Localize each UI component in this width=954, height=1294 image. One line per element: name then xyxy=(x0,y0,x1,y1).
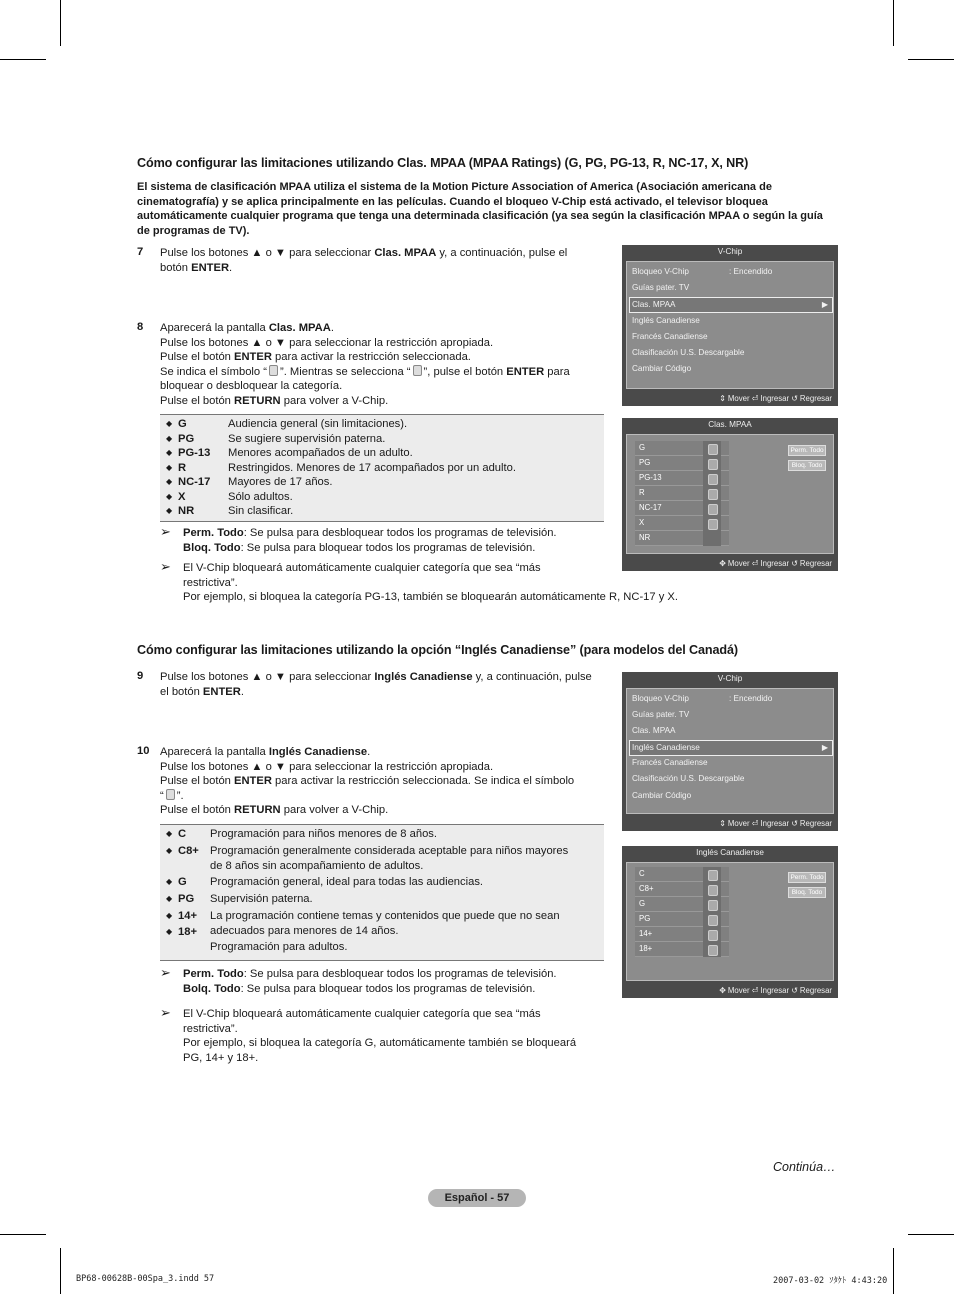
text-run: Perm. Todo xyxy=(183,968,244,980)
text-run: Pulse los botones ▲ o ▼ para seleccionar xyxy=(160,671,375,683)
rating-desc: La programación contiene temas y contenidos que puede que no sean xyxy=(210,910,560,922)
print-slug-right: 2007-03-02 ｿﾀｹﾄ 4:43:20 xyxy=(773,1276,888,1286)
rating-code: R xyxy=(178,461,187,474)
step-8-text xyxy=(160,321,610,408)
text-run: restrictiva”. xyxy=(183,1022,238,1035)
arrow-icon: ➢ xyxy=(160,559,171,574)
text-run: Inglés Canadiense xyxy=(268,746,368,758)
rating-code: NR xyxy=(178,505,195,517)
rating-desc: Programación general, ideal para todas las audiencias. xyxy=(210,876,484,888)
rating-desc: de 8 años sin acompañamiento de adultos. xyxy=(210,859,424,872)
lock-icon[interactable] xyxy=(708,459,718,470)
text-run: . xyxy=(367,746,371,758)
crop-mark xyxy=(60,1248,61,1294)
step-number: 9 xyxy=(137,670,144,682)
rating-code: PG xyxy=(178,432,195,445)
diamond-bullet-icon: ◆ xyxy=(166,448,173,457)
menu-item-canadian-french[interactable]: Francés Canadiense xyxy=(632,332,708,341)
text-run: Pulse los botones ▲ o ▼ para seleccionar xyxy=(160,247,375,259)
lock-icon xyxy=(269,365,278,376)
rating-code: C xyxy=(178,828,187,840)
rating-desc: adecuados para menores de 14 años. xyxy=(210,924,399,937)
canadian-english-screen xyxy=(622,846,838,998)
crop-mark xyxy=(0,59,46,60)
rating-row[interactable]: G xyxy=(635,897,729,912)
rating-row[interactable]: C8+ xyxy=(635,882,729,897)
rating-code: G xyxy=(178,876,187,888)
rating-desc: Se sugiere supervisión paterna. xyxy=(228,432,386,445)
text-run: : Se pulsa para desbloquear todos los programas de televisión. xyxy=(243,527,557,539)
osd-footer: ✥ Mover ⏎ Ingresar ↺ Regresar xyxy=(719,986,832,995)
text-run: ENTER xyxy=(234,775,272,787)
step-number: 10 xyxy=(137,745,150,757)
note-perm-bloq xyxy=(160,526,610,556)
menu-item-canadian-english[interactable] xyxy=(629,740,833,756)
text-run: y, a continuación, pulse el xyxy=(436,247,568,259)
text-run: bloquear o desbloquear la categoría. xyxy=(160,380,343,392)
arrow-icon: ➢ xyxy=(160,1005,171,1020)
menu-item-tv-guidelines[interactable]: Guías pater. TV xyxy=(632,283,690,292)
text-run: RETURN xyxy=(234,804,281,816)
text-run: Bloqueo V-Chip xyxy=(632,694,689,703)
text-run: : Se pulsa para bloquear todos los programas de televisión. xyxy=(240,541,536,554)
text-run: para xyxy=(544,365,570,378)
rating-desc: Programación generalmente considerada aceptable para niños mayores xyxy=(210,845,569,857)
lock-icon[interactable] xyxy=(708,504,718,515)
menu-item-change-pin[interactable]: Cambiar Código xyxy=(632,791,692,800)
rating-desc: Sin clasificar. xyxy=(228,505,294,517)
rating-row[interactable]: NC-17 xyxy=(635,501,729,516)
crop-mark xyxy=(908,59,954,60)
lock-icon[interactable] xyxy=(708,915,718,926)
continues-label: Continúa… xyxy=(773,1160,836,1174)
print-slug-left: BP68-00628B-00Spa_3.indd 57 xyxy=(76,1274,215,1284)
rating-code: G xyxy=(178,418,187,430)
text-run: Aparecerá la pantalla xyxy=(160,746,269,758)
diamond-bullet-icon: ◆ xyxy=(166,927,173,936)
menu-item-canadian-french[interactable]: Francés Canadiense xyxy=(632,758,708,767)
bloq-todo-button[interactable]: Bloq. Todo xyxy=(788,460,826,471)
text-run: Bolq. Todo xyxy=(183,982,241,995)
menu-item-vchip-lock[interactable] xyxy=(632,692,773,706)
canadian-ratings-box xyxy=(160,824,604,961)
step-number: 8 xyxy=(137,321,144,333)
triangle-right-icon: ▶ xyxy=(821,300,828,309)
crop-mark xyxy=(0,1234,46,1235)
diamond-bullet-icon: ◆ xyxy=(166,506,173,515)
menu-item-vchip-lock[interactable] xyxy=(632,265,773,279)
rating-code: C8+ xyxy=(178,845,199,857)
rating-row[interactable]: PG xyxy=(635,912,729,927)
text-run: para activar la restricción seleccionada. xyxy=(271,351,471,363)
triangle-right-icon: ▶ xyxy=(821,743,828,752)
diamond-bullet-icon: ◆ xyxy=(166,462,173,472)
rating-desc: Mayores de 17 años. xyxy=(228,476,333,488)
text-run: Pulse el botón xyxy=(160,804,235,816)
text-run: : Se pulsa para desbloquear todos los programas de televisión. xyxy=(243,968,557,980)
text-run: para activar la restricción seleccionada. Se indica el símbolo xyxy=(271,775,575,787)
section-heading-canadian: Cómo configurar las limitaciones utilizando la opción “Inglés Canadiense” (para modelos del Canadá) xyxy=(137,643,739,657)
text-run: Bloqueo V-Chip xyxy=(632,267,689,276)
osd-title: V-Chip xyxy=(717,674,743,683)
rating-desc: Programación para niños menores de 8 años. xyxy=(210,828,437,840)
text-run: Inglés Canadiense xyxy=(374,671,473,683)
rating-desc: Audiencia general (sin limitaciones). xyxy=(228,418,408,430)
rating-code: PG xyxy=(178,893,195,905)
text-run: . xyxy=(330,322,334,334)
crop-mark xyxy=(60,0,61,46)
step-number: 7 xyxy=(137,246,144,258)
text-run: para volver a V-Chip. xyxy=(280,804,389,816)
text-run: restrictiva”. xyxy=(183,576,238,589)
rating-row[interactable]: G xyxy=(635,441,729,456)
text-run: Pulse el botón xyxy=(160,351,235,363)
mpaa-rating-screen xyxy=(622,418,838,571)
osd-title: Clas. MPAA xyxy=(708,420,752,429)
osd-title: Inglés Canadiense xyxy=(696,848,764,857)
rating-row[interactable]: 18+ xyxy=(635,942,729,957)
rating-row[interactable]: PG-13 xyxy=(635,471,729,486)
rating-desc: Sólo adultos. xyxy=(228,490,293,503)
osd-title: V-Chip xyxy=(717,247,743,256)
diamond-bullet-icon: ◆ xyxy=(166,877,173,886)
rating-row[interactable]: X xyxy=(635,516,729,531)
vchip-menu-screen xyxy=(622,245,838,406)
rating-desc: Menores acompañados de un adulto. xyxy=(228,447,413,459)
text-run: Pulse los botones ▲ o ▼ para seleccionar la restricción apropiada. xyxy=(160,760,494,773)
rating-row[interactable]: 14+ xyxy=(635,927,729,942)
lock-icon[interactable] xyxy=(708,474,718,485)
note-auto-block-canadian xyxy=(160,1007,610,1067)
crop-mark xyxy=(893,0,894,46)
lock-icon[interactable] xyxy=(708,930,718,941)
text-run: botón xyxy=(160,261,192,274)
vchip-menu-screen xyxy=(622,672,838,831)
text-run: ”. xyxy=(176,789,184,802)
menu-item-canadian-english[interactable]: Inglés Canadiense xyxy=(632,316,700,325)
text-run: : Encendido xyxy=(729,694,773,703)
text-run: ENTER xyxy=(202,685,241,698)
text-run: ”. Mientras se selecciona “ xyxy=(279,365,411,378)
rating-desc: Supervisión paterna. xyxy=(210,893,313,905)
text-run: ”, pulse el botón xyxy=(423,365,507,378)
rating-code: 14+ xyxy=(178,910,197,922)
text-run: ENTER xyxy=(506,365,545,378)
text-run: Clas. MPAA xyxy=(374,247,437,259)
menu-item-downloadable[interactable]: Clasificación U.S. Descargable xyxy=(632,348,745,357)
lock-icon[interactable] xyxy=(708,444,718,455)
diamond-bullet-icon: ◆ xyxy=(166,894,173,903)
step-9-text xyxy=(160,670,615,699)
text-run: Perm. Todo xyxy=(183,527,244,539)
osd-menu-list xyxy=(626,261,834,389)
diamond-bullet-icon: ◆ xyxy=(166,846,173,855)
rating-code: X xyxy=(178,490,186,503)
lock-icon[interactable] xyxy=(708,870,718,881)
menu-item-mpaa[interactable] xyxy=(629,297,833,313)
rating-row[interactable]: PG xyxy=(635,456,729,471)
text-run: Por ejemplo, si bloquea la categoría PG-13, también se bloquearán automáticamente R, NC-17 y X. xyxy=(183,591,679,603)
rating-row[interactable]: R xyxy=(635,486,729,501)
perm-todo-button[interactable]: Perm. Todo xyxy=(788,872,826,883)
text-run: Inglés Canadiense xyxy=(632,743,700,752)
lock-icon[interactable] xyxy=(708,489,718,500)
diamond-bullet-icon: ◆ xyxy=(166,433,173,443)
page-number-badge: Español - 57 xyxy=(428,1189,526,1207)
text-run: Pulse el botón xyxy=(160,775,235,787)
diamond-bullet-icon: ◆ xyxy=(166,491,173,501)
lock-icon xyxy=(166,789,175,800)
text-run: Aparecerá la pantalla xyxy=(160,322,269,334)
text-run: . xyxy=(229,261,233,274)
rating-row[interactable]: NR xyxy=(635,531,729,546)
rating-desc: Programación para adultos. xyxy=(210,941,348,953)
text-run: para volver a V-Chip. xyxy=(280,394,389,407)
text-run: y, a continuación, pulse xyxy=(472,671,592,683)
rating-row[interactable]: C xyxy=(635,867,729,882)
diamond-bullet-icon: ◆ xyxy=(166,911,173,920)
lock-icon[interactable] xyxy=(708,945,718,956)
text-run: Bloq. Todo xyxy=(183,541,241,554)
text-run: : Encendido xyxy=(729,267,773,276)
lock-icon[interactable] xyxy=(708,900,718,911)
menu-item-tv-guidelines[interactable]: Guías pater. TV xyxy=(632,710,690,719)
intro-paragraph: El sistema de clasificación MPAA utiliza el sistema de la Motion Picture Association of America (Asociación americana de cinematografía) y se aplica principalmente en las películas. Cuando el bloqueo V-Chip está activado, el televisor bloquea automáticamente cualquier programa que tenga una determinada clasificación (ya sea según la clasificación MPAA o según la guía de programas de TV). xyxy=(137,181,823,237)
lock-icon xyxy=(413,365,422,376)
lock-icon[interactable] xyxy=(708,519,718,530)
text-run: Clas. MPAA xyxy=(632,300,676,309)
text-run: ENTER xyxy=(191,261,230,274)
text-run: RETURN xyxy=(234,394,281,407)
text-run: Clas. MPAA xyxy=(268,322,331,334)
diamond-bullet-icon: ◆ xyxy=(166,829,173,838)
osd-footer: ⇕ Mover ⏎ Ingresar ↺ Regresar xyxy=(719,819,832,828)
osd-menu-list xyxy=(626,688,834,814)
text-run: El V-Chip bloqueará automáticamente cualquier categoría que sea “más xyxy=(183,562,541,574)
text-run: El V-Chip bloqueará automáticamente cualquier categoría que sea “más xyxy=(183,1008,541,1020)
text-run: : Se pulsa para bloquear todos los programas de televisión. xyxy=(240,982,536,995)
menu-item-downloadable[interactable]: Clasificación U.S. Descargable xyxy=(632,774,745,783)
diamond-bullet-icon: ◆ xyxy=(166,419,173,428)
rating-code: 18+ xyxy=(178,926,197,938)
text-run: . xyxy=(240,685,244,698)
osd-footer: ⇕ Mover ⏎ Ingresar ↺ Regresar xyxy=(719,394,832,403)
note-perm-bolq xyxy=(160,967,610,997)
step-7-text xyxy=(160,246,600,275)
lock-icon[interactable] xyxy=(708,885,718,896)
rating-code: NC-17 xyxy=(178,476,211,488)
arrow-icon: ➢ xyxy=(160,524,171,539)
perm-todo-button[interactable]: Perm. Todo xyxy=(788,445,826,456)
diamond-bullet-icon: ◆ xyxy=(166,477,173,486)
crop-mark xyxy=(893,1248,894,1294)
text-run: ENTER xyxy=(234,351,272,363)
rating-code: PG-13 xyxy=(178,447,211,459)
crop-mark xyxy=(908,1234,954,1235)
osd-footer: ✥ Mover ⏎ Ingresar ↺ Regresar xyxy=(719,559,832,568)
text-run: “ xyxy=(160,789,164,802)
text-run: PG, 14+ y 18+. xyxy=(183,1051,259,1064)
text-run: el botón xyxy=(160,685,203,698)
text-run: Pulse los botones ▲ o ▼ para seleccionar la restricción apropiada. xyxy=(160,336,494,349)
mpaa-ratings-box xyxy=(160,414,604,522)
section-heading-mpaa: Cómo configurar las limitaciones utilizando Clas. MPAA (MPAA Ratings) (G, PG, PG-13, R, NC-17, X, NR) xyxy=(137,156,749,170)
arrow-icon: ➢ xyxy=(160,965,171,980)
bloq-todo-button[interactable]: Bloq. Todo xyxy=(788,887,826,898)
osd-rating-list xyxy=(626,862,834,981)
menu-item-mpaa[interactable]: Clas. MPAA xyxy=(632,726,676,735)
text-run: Por ejemplo, si bloquea la categoría G, automáticamente también se bloqueará xyxy=(183,1037,577,1049)
text-run: Se indica el símbolo “ xyxy=(160,365,267,378)
osd-rating-list xyxy=(626,434,834,554)
rating-desc: Restringidos. Menores de 17 acompañados por un adulto. xyxy=(228,461,516,474)
text-run: Pulse el botón xyxy=(160,394,235,407)
step-10-text xyxy=(160,745,610,818)
menu-item-change-pin[interactable]: Cambiar Código xyxy=(632,364,692,373)
